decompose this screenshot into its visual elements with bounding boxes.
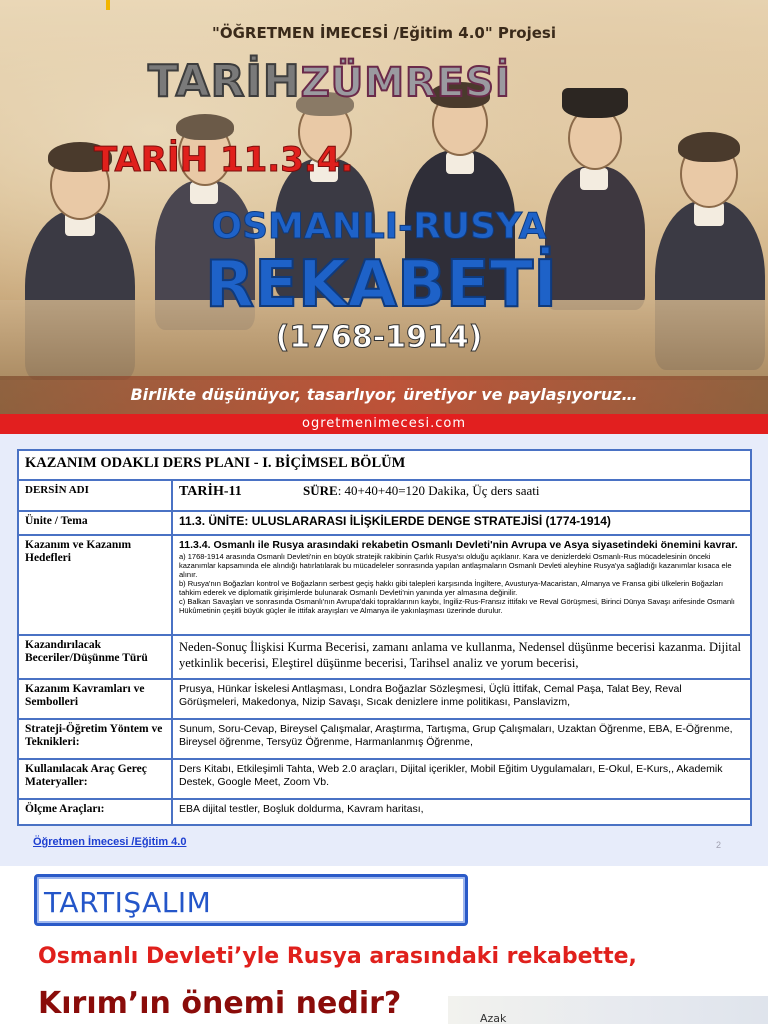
topic-title-line2: REKABETİ	[204, 248, 558, 322]
zumre-word-zumresi: ZÜMRESİ	[300, 60, 511, 106]
topic-years: (1768-1914)	[275, 320, 483, 355]
topic-title-line1: OSMANLI-RUSYA	[211, 206, 547, 247]
discussion-slide	[0, 866, 768, 1024]
project-title: "ÖĞRETMEN İMECESİ /Eğitim 4.0" Projesi	[212, 24, 556, 42]
unit-value: 11.3. ÜNİTE: ULUSLARARASI İLİŞKİLERDE DENGE STRATEJİSİ (1774-1914)	[179, 514, 611, 528]
plan-value-materials: Ders Kitabı, Etkileşimli Tahta, Web 2.0 araçları, Dijital içerikler, Mobil Eğitim Uygulamaları, E-Okul, E-Kurs,, Akademik Destek, Google Meet, Zoom Vb.	[172, 759, 751, 799]
objective-sub-a: a) 1768-1914 arasında Osmanlı Devleti'nin en büyük stratejik rakibinin Çarlık Rusya'sı olduğu açıklanır. Kara ve denizlerdeki Osmanlı-Rus mücadelesinin önceki kazanımlar kapsamında ele alındığı hatırlatılarak bu mücadeleler sonrasında yapılan antlaşmaların Osmanlı Devleti aleyhine Rusya'ya sağladığı kazanımlar kısaca ele alınır.	[179, 552, 732, 579]
plan-label-skills: Kazandırılacak Beceriler/Düşünme Türü	[18, 635, 172, 679]
cover-corner-mark	[106, 0, 110, 10]
objective-main: 11.3.4. Osmanlı ile Rusya arasındaki rekabetin Osmanlı Devleti'nin Avrupa ve Asya siyasetindeki önemini kavrar.	[179, 539, 738, 551]
discussion-question-line1: Osmanlı Devleti’yle Rusya arasındaki rekabette,	[38, 944, 637, 969]
plan-row-methods	[18, 719, 751, 759]
zumre-title	[148, 52, 511, 113]
discussion-heading: TARTIŞALIM	[44, 886, 212, 919]
plan-value-unit	[172, 511, 751, 535]
course-name: TARİH-11	[179, 484, 242, 499]
plan-value-course	[172, 480, 751, 511]
plan-value-skills	[172, 635, 751, 679]
plan-label-objectives: Kazanım ve Kazanım Hedefleri	[18, 535, 172, 635]
slogan: Birlikte düşünüyor, tasarlıyor, üretiyor ve paylaşıyoruz…	[130, 385, 638, 404]
kazanim-code: TARİH 11.3.4.	[94, 140, 354, 180]
zumre-word-tarih: TARİH	[148, 56, 301, 107]
plan-value-objectives	[172, 535, 751, 635]
plan-row-materials	[18, 759, 751, 799]
plan-value-methods: Sunum, Soru-Cevap, Bireysel Çalışmalar, Araştırma, Tartışma, Grup Çalışmaları, Uzaktan Öğrenme, EBA, E-Öğrenme, Bireysel öğrenme, Tersyüz Öğrenme, Harmanlanmış Öğrenme,	[172, 719, 751, 759]
plan-row-course	[18, 480, 751, 511]
website-label: ogretmenimecesi.com	[302, 416, 466, 431]
plan-title: KAZANIM ODAKLI DERS PLANI - I. BİÇİMSEL BÖLÜM	[18, 450, 751, 480]
plan-title-row	[18, 450, 751, 480]
plan-label-concepts: Kazanım Kavramları ve Sembolleri	[18, 679, 172, 719]
plan-row-assessment	[18, 799, 751, 825]
plan-row-concepts	[18, 679, 751, 719]
duration-value: : 40+40+40=120 Dakika, Üç ders saati	[337, 483, 540, 498]
plan-label-methods: Strateji-Öğretim Yöntem ve Teknikleri:	[18, 719, 172, 759]
discussion-question-line2: Kırım’ın önemi nedir?	[38, 986, 402, 1021]
plan-value-concepts: Prusya, Hünkar İskelesi Antlaşması, Londra Boğazlar Sözleşmesi, Üçlü İttifak, Cemal Paşa, Talat Bey, Reval Görüşmeleri, Makedonya, Nizip Savaşı, Sıcak denizlere inme politikası, Panslavizm,	[172, 679, 751, 719]
plan-value-assessment: EBA dijital testler, Boşluk doldurma, Kavram haritası,	[172, 799, 751, 825]
plan-label-course: DERSİN ADI	[18, 480, 172, 511]
lesson-plan-table	[17, 449, 752, 826]
plan-row-unit	[18, 511, 751, 535]
footer-project-link[interactable]: Öğretmen İmecesi /Eğitim 4.0	[33, 836, 187, 848]
skills-value: Neden-Sonuç İlişkisi Kurma Becerisi, zamanı anlama ve kullanma, Nedensel düşünme becerisi kazanma. Dijital yetkinlik becerisi, Eleştirel düşünme becerisi, Tarihsel analiz ve yorum becerisi,	[179, 640, 741, 670]
cover-slide	[0, 0, 768, 434]
plan-label-materials: Kullanılacak Araç Gereç Materyaller:	[18, 759, 172, 799]
duration-label: SÜRE	[303, 483, 338, 498]
lesson-plan-slide	[0, 434, 768, 866]
plan-row-skills	[18, 635, 751, 679]
plan-label-assessment: Ölçme Araçları:	[18, 799, 172, 825]
plan-row-objectives	[18, 535, 751, 635]
map-label-azak: Azak	[480, 1012, 507, 1024]
objective-sub-b: b) Rusya'nın Boğazları kontrol ve Boğazların serbest geçiş hakkı gibi talepleri karşısında İngiltere, Avusturya-Macaristan, Almanya ve Fransa gibi ülkelerin Boğazları tahkim ederek ve diplomatik girişimlerde bulunarak Osmanlı Devleti'nin yanında yer almasına değinilir.	[179, 579, 724, 597]
plan-label-unit: Ünite / Tema	[18, 511, 172, 535]
page-number: 2	[716, 840, 722, 850]
objective-sub-c: c) Balkan Savaşları ve sonrasında Osmanlı'nın Avrupa'daki topraklarının kaybı, İngiliz-Rus-Fransız ittifakı ve Reval Görüşmesi, Birinci Dünya Savaşı arifesinde Osmanlı Hükûmetinin çeşitli büyük güçler ile ittifak arayışları ve Almanya ile yakınlaşması üzerinde durulur.	[179, 597, 735, 615]
